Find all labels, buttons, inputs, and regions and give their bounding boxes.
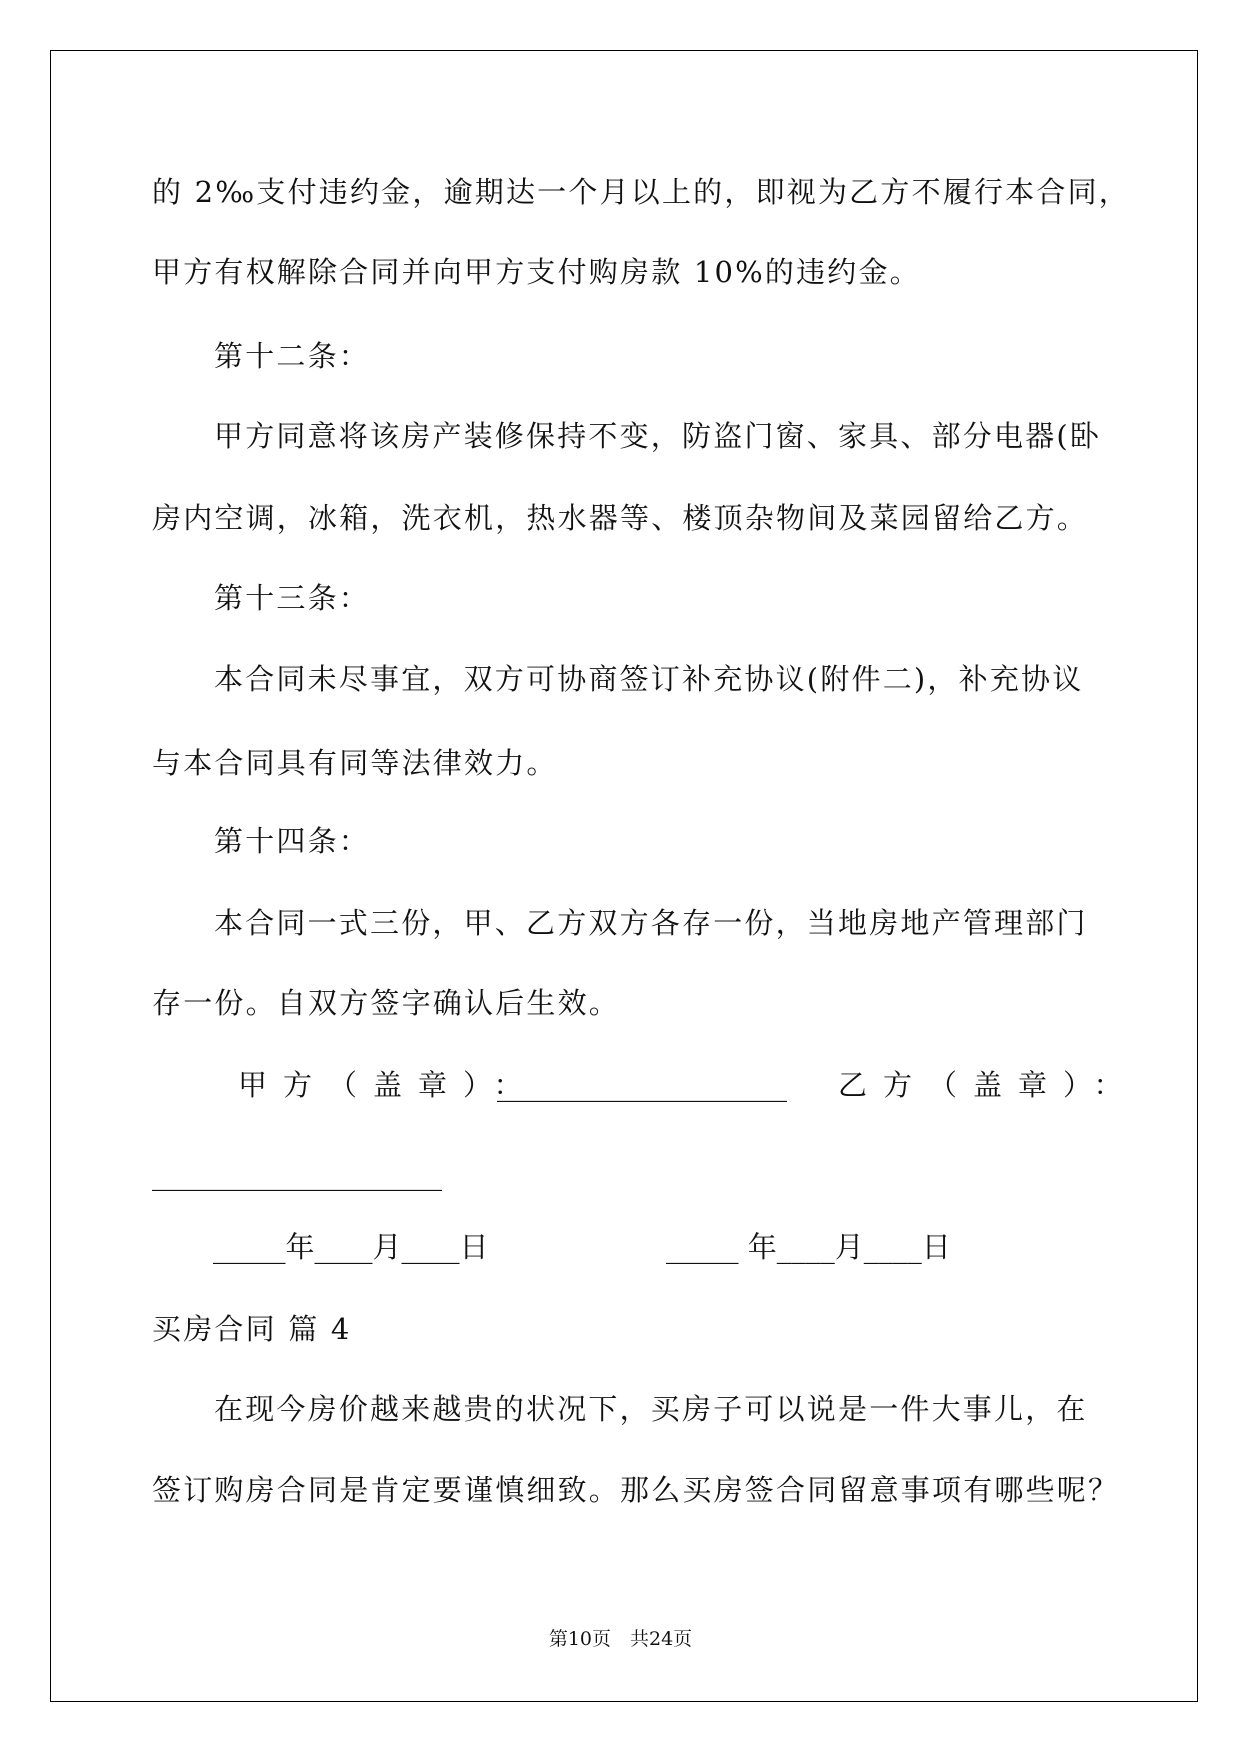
party-a-signature-line: ____________________: [497, 1068, 787, 1102]
text-line: 本合同一式三份，甲、乙方双方各存一份，当地房地产管理部门: [214, 906, 1088, 940]
article-heading: 第十二条：: [214, 339, 371, 373]
text-line: 存一份。自双方签字确认后生效。: [152, 986, 621, 1020]
article-heading: 第十四条：: [214, 824, 371, 858]
text-line: 与本合同具有同等法律效力。: [152, 746, 558, 780]
text-line: 在现今房价越来越贵的状况下，买房子可以说是一件大事儿，在: [214, 1392, 1088, 1426]
text-line: 甲方有权解除合同并向甲方支付购房款 10%的违约金。: [152, 255, 921, 289]
section-title: 买房合同 篇 4: [152, 1312, 352, 1346]
text-line: 的 2‰支付违约金，逾期达一个月以上的，即视为乙方不履行本合同，: [152, 175, 1130, 209]
article-heading: 第十三条：: [214, 581, 371, 615]
text-line: 甲方同意将该房产装修保持不变，防盗门窗、家具、部分电器(卧: [214, 419, 1102, 453]
page-number: 第10页 共24页: [548, 1628, 693, 1650]
text-line: 本合同未尽事宜，双方可协商签订补充协议(附件二)，补充协议: [214, 662, 1084, 696]
text-line: 签订购房合同是肯定要谨慎细致。那么买房签合同留意事项有哪些呢？: [152, 1473, 1120, 1507]
page-border: [50, 50, 1198, 1702]
party-b-seal-label: 乙方（盖章）：: [838, 1068, 1139, 1102]
party-a-seal-label: 甲方（盖章）：: [238, 1068, 539, 1102]
date-a: _____年____月____日: [213, 1230, 489, 1264]
party-b-signature-line: ____________________: [152, 1157, 442, 1191]
text-line: 房内空调，冰箱，洗衣机，热水器等、楼顶杂物间及菜园留给乙方。: [152, 501, 1089, 535]
date-b: _____ 年____月____日: [666, 1230, 951, 1264]
